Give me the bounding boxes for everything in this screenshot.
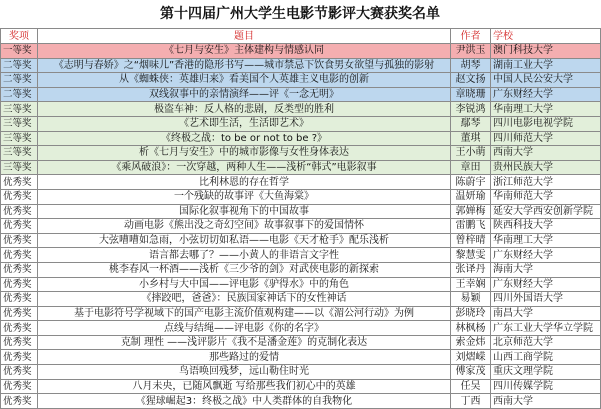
table-row [1, 248, 601, 263]
award-cell: 优秀奖 [1, 262, 38, 277]
author-cell: 刘熠嵘 [451, 350, 491, 365]
award-cell: 优秀奖 [1, 204, 38, 219]
header-title: 题目 [38, 29, 451, 44]
title-cell: 极盗车神：反人格的悲剧，反类型的胜利 [38, 102, 451, 117]
author-cell: 尹洪玉 [451, 44, 491, 59]
school-cell: 北京师范大学 [491, 335, 601, 350]
table-row [1, 350, 601, 365]
award-cell: 优秀奖 [1, 175, 38, 190]
table-row [1, 335, 601, 350]
table-row [1, 394, 601, 409]
title-cell: 比利林恩的存在哲学 [38, 175, 451, 190]
author-cell: 黎慧雯 [451, 248, 491, 263]
title-cell: 八月未央，已随风飘逝 写给那些我们初心中的英雄 [38, 379, 451, 394]
school-cell: 中国人民公安大学 [491, 73, 601, 88]
author-cell: 温妍瑜 [451, 189, 491, 204]
author-cell: 王小萌 [451, 146, 491, 161]
school-cell: 四川师范大学 [491, 131, 601, 146]
author-cell: 陈蔚宇 [451, 175, 491, 190]
award-cell: 优秀奖 [1, 350, 38, 365]
table-row [1, 321, 601, 336]
table-row [1, 102, 601, 117]
school-cell: 湖南工业大学 [491, 58, 601, 73]
header-school: 学校 [491, 29, 601, 44]
author-cell: 郭婵梅 [451, 204, 491, 219]
author-cell: 赵文扬 [451, 73, 491, 88]
table-row [1, 160, 601, 175]
award-cell: 三等奖 [1, 146, 38, 161]
school-cell: 广东财经大学 [491, 248, 601, 263]
title-cell: 鸟语唤回残梦，远山勒住时光 [38, 365, 451, 380]
award-cell: 优秀奖 [1, 394, 38, 409]
author-cell: 王幸娴 [451, 277, 491, 292]
school-cell: 浙江师范大学 [491, 175, 601, 190]
title-cell: 那些路过的爱情 [38, 350, 451, 365]
school-cell: 重庆文理学院 [491, 365, 601, 380]
award-cell: 优秀奖 [1, 219, 38, 234]
title-cell: 《终极之战：to be or not to be ?》 [38, 131, 451, 146]
table-row [1, 58, 601, 73]
award-cell: 二等奖 [1, 87, 38, 102]
author-cell: 张译丹 [451, 262, 491, 277]
school-cell: 海南大学 [491, 262, 601, 277]
author-cell: 章晓珊 [451, 87, 491, 102]
header-award: 奖项 [1, 29, 38, 44]
award-cell: 优秀奖 [1, 306, 38, 321]
header-author: 作者 [451, 29, 491, 44]
title-cell: 《乘风破浪》：一次穿越，两种人生——浅析“韩式”电影叙事 [38, 160, 451, 175]
school-cell: 华南理工大学 [491, 233, 601, 248]
award-cell: 一等奖 [1, 44, 38, 59]
table-row [1, 73, 601, 88]
award-table [0, 28, 601, 409]
award-cell: 优秀奖 [1, 233, 38, 248]
award-cell: 优秀奖 [1, 292, 38, 307]
title-cell: 基于电影符号学视域下的国产电影主流价值观构建——以《湄公河行动》为例 [38, 306, 451, 321]
school-cell: 西南大学 [491, 146, 601, 161]
table-row [1, 219, 601, 234]
table-row [1, 292, 601, 307]
author-cell: 鄢琴 [451, 116, 491, 131]
author-cell: 章田 [451, 160, 491, 175]
title-cell: 点线与结绳——评电影《你的名字》 [38, 321, 451, 336]
title-cell: 动画电影《熊出没之奇幻空间》故事叙事下的爱国情怀 [38, 219, 451, 234]
author-cell: 林枫杨 [451, 321, 491, 336]
table-row [1, 44, 601, 59]
title-cell: 克制 理性 ——浅评影片《我不是潘金莲》的克制化表达 [38, 335, 451, 350]
author-cell: 丁西 [451, 394, 491, 409]
author-cell: 胡琴 [451, 58, 491, 73]
author-cell: 易颖 [451, 292, 491, 307]
author-cell: 索金炜 [451, 335, 491, 350]
award-cell: 二等奖 [1, 73, 38, 88]
school-cell: 广东财经大学 [491, 87, 601, 102]
table-row [1, 262, 601, 277]
award-cell: 优秀奖 [1, 248, 38, 263]
school-cell: 广东工业大学华立学院 [491, 321, 601, 336]
award-cell: 三等奖 [1, 131, 38, 146]
title-cell: 大弦嘈嘈如急雨，小弦切切如私语——电影《天才枪手》配乐浅析 [38, 233, 451, 248]
award-cell: 三等奖 [1, 160, 38, 175]
title-cell: 一个残缺的故事评《大鱼海棠》 [38, 189, 451, 204]
award-cell: 优秀奖 [1, 189, 38, 204]
author-cell: 雷鹏飞 [451, 219, 491, 234]
award-cell: 优秀奖 [1, 335, 38, 350]
title-cell: 双线叙事中的亲情演绎——评《一念无明》 [38, 87, 451, 102]
school-cell: 陕西科技大学 [491, 219, 601, 234]
title-cell: 桃李春风一杯酒——浅析《三少爷的剑》对武侠电影的新探索 [38, 262, 451, 277]
award-cell: 优秀奖 [1, 379, 38, 394]
title-cell: 《猩球崛起3：终极之战》中人类群体的自我物化 [38, 394, 451, 409]
award-cell: 三等奖 [1, 102, 38, 117]
table-row [1, 131, 601, 146]
page-title: 第十四届广州大学生电影节影评大赛获奖名单 [160, 6, 440, 22]
school-cell: 四川外国语大学 [491, 292, 601, 307]
school-cell: 澳门科技大学 [491, 44, 601, 59]
award-cell: 优秀奖 [1, 277, 38, 292]
title-cell: 《志明与春娇》之“烟味儿”香港的隐形书写——城市禁忌下饮食男女欲望与孤独的影射 [38, 58, 451, 73]
table-row [1, 146, 601, 161]
title-cell: 《七月与安生》主体建构与情感认同 [38, 44, 451, 59]
school-cell: 西南大学 [491, 394, 601, 409]
title-cell: 国际化叙事视角下的中国故事 [38, 204, 451, 219]
title-cell: 小乡村与大中国——评电影《驴得水》中的角色 [38, 277, 451, 292]
award-cell: 二等奖 [1, 58, 38, 73]
school-cell: 广东财经大学 [491, 277, 601, 292]
author-cell: 李锐鸿 [451, 102, 491, 117]
school-cell: 延安大学西安创新学院 [491, 204, 601, 219]
table-row [1, 87, 601, 102]
school-cell: 四川电影电视学院 [491, 116, 601, 131]
table-row [1, 175, 601, 190]
table-row [1, 379, 601, 394]
school-cell: 四川传媒学院 [491, 379, 601, 394]
table-row [1, 306, 601, 321]
award-cell: 三等奖 [1, 116, 38, 131]
school-cell: 南昌大学 [491, 306, 601, 321]
title-cell: 析《七月与安生》中的城市影像与女性身体表达 [38, 146, 451, 161]
table-row [1, 189, 601, 204]
title-cell: 《艺术即生活，生活即艺术》 [38, 116, 451, 131]
title-cell: 从《蜘蛛侠：英雄归来》看美国个人英雄主义电影的创新 [38, 73, 451, 88]
title-cell: 《摔跤吧，爸爸》：民族国家神话下的女性神话 [38, 292, 451, 307]
award-table-body [1, 44, 601, 409]
author-cell: 董琪 [451, 131, 491, 146]
author-cell: 彭晓玲 [451, 306, 491, 321]
school-cell: 贵州民族大学 [491, 160, 601, 175]
table-row [1, 116, 601, 131]
award-cell: 优秀奖 [1, 321, 38, 336]
table-header-row [1, 29, 601, 44]
title-cell: 语言都去哪了？——小黄人的非语言文字性 [38, 248, 451, 263]
award-cell: 优秀奖 [1, 365, 38, 380]
school-cell: 华南理工大学 [491, 102, 601, 117]
table-row [1, 233, 601, 248]
author-cell: 曾梓晴 [451, 233, 491, 248]
table-row [1, 204, 601, 219]
author-cell: 傅家茂 [451, 365, 491, 380]
table-row [1, 277, 601, 292]
school-cell: 华南师范大学 [491, 189, 601, 204]
author-cell: 任吴 [451, 379, 491, 394]
table-row [1, 365, 601, 380]
school-cell: 山西工商学院 [491, 350, 601, 365]
